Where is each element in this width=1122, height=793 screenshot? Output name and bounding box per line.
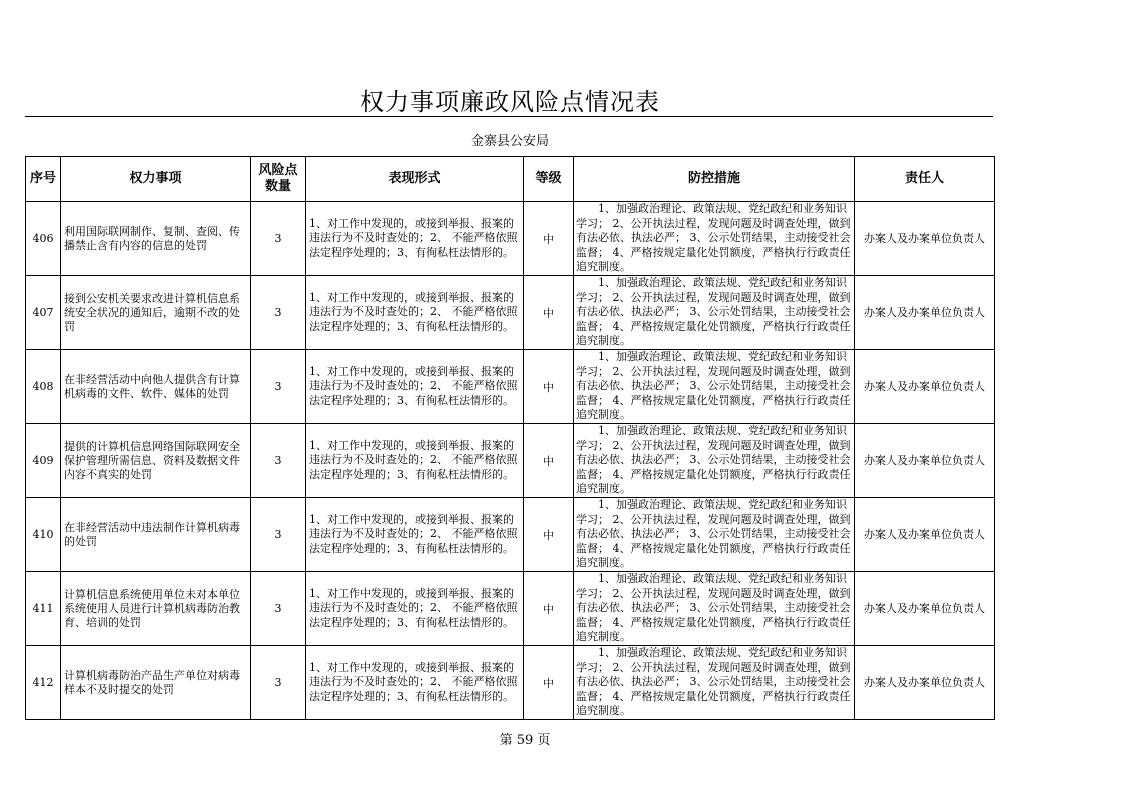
table-row xyxy=(26,202,995,276)
row-resp: 办案人及办案单位负责人 xyxy=(855,572,995,646)
row-resp: 办案人及办案单位负责人 xyxy=(855,498,995,572)
row-desc: 1、对工作中发现的，或接到举报、报案的违法行为不及时查处的；2、 不能严格依照法定程序处理的；3、有徇私枉法情形的。 xyxy=(306,424,524,498)
header-points: 风险点数量 xyxy=(251,157,306,202)
header-level: 等级 xyxy=(524,157,574,202)
header-resp: 责任人 xyxy=(855,157,995,202)
row-no: 409 xyxy=(26,424,61,498)
header-no: 序号 xyxy=(26,157,61,202)
table-header-row xyxy=(26,157,995,202)
row-level: 中 xyxy=(524,498,574,572)
title-rule xyxy=(25,116,993,117)
row-measure: 1、加强政治理论、政策法规、党纪政纪和业务知识学习； 2、公开执法过程，发现问题及时调查处理，做到有法必依、执法必严； 3、公示处罚结果，主动接受社会监督； 4、严格按规定量化处罚额度，严格执行行政责任追究制度。 xyxy=(574,350,855,424)
row-resp: 办案人及办案单位负责人 xyxy=(855,424,995,498)
row-level: 中 xyxy=(524,202,574,276)
table-row xyxy=(26,350,995,424)
row-no: 412 xyxy=(26,646,61,720)
row-points: 3 xyxy=(251,498,306,572)
row-desc: 1、对工作中发现的，或接到举报、报案的违法行为不及时查处的；2、 不能严格依照法定程序处理的；3、有徇私枉法情形的。 xyxy=(306,646,524,720)
row-points: 3 xyxy=(251,424,306,498)
row-resp: 办案人及办案单位负责人 xyxy=(855,276,995,350)
row-desc: 1、对工作中发现的，或接到举报、报案的违法行为不及时查处的；2、 不能严格依照法定程序处理的；3、有徇私枉法情形的。 xyxy=(306,498,524,572)
table-row xyxy=(26,498,995,572)
row-item: 计算机病毒防治产品生产单位对病毒样本不及时提交的处罚 xyxy=(61,646,251,720)
row-measure: 1、加强政治理论、政策法规、党纪政纪和业务知识学习； 2、公开执法过程，发现问题及时调查处理，做到有法必依、执法必严； 3、公示处罚结果，主动接受社会监督； 4、严格按规定量化处罚额度，严格执行行政责任追究制度。 xyxy=(574,498,855,572)
row-desc: 1、对工作中发现的，或接到举报、报案的违法行为不及时查处的；2、 不能严格依照法定程序处理的；3、有徇私枉法情形的。 xyxy=(306,350,524,424)
row-points: 3 xyxy=(251,572,306,646)
table-row xyxy=(26,646,995,720)
row-no: 408 xyxy=(26,350,61,424)
row-item: 在非经营活动中违法制作计算机病毒的处罚 xyxy=(61,498,251,572)
row-no: 410 xyxy=(26,498,61,572)
row-measure: 1、加强政治理论、政策法规、党纪政纪和业务知识学习； 2、公开执法过程，发现问题及时调查处理，做到有法必依、执法必严； 3、公示处罚结果，主动接受社会监督； 4、严格按规定量化处罚额度，严格执行行政责任追究制度。 xyxy=(574,572,855,646)
row-desc: 1、对工作中发现的，或接到举报、报案的违法行为不及时查处的；2、 不能严格依照法定程序处理的；3、有徇私枉法情形的。 xyxy=(306,276,524,350)
row-no: 406 xyxy=(26,202,61,276)
row-measure: 1、加强政治理论、政策法规、党纪政纪和业务知识学习； 2、公开执法过程，发现问题及时调查处理，做到有法必依、执法必严； 3、公示处罚结果，主动接受社会监督； 4、严格按规定量化处罚额度，严格执行行政责任追究制度。 xyxy=(574,202,855,276)
row-measure: 1、加强政治理论、政策法规、党纪政纪和业务知识学习； 2、公开执法过程，发现问题及时调查处理，做到有法必依、执法必严； 3、公示处罚结果，主动接受社会监督； 4、严格按规定量化处罚额度，严格执行行政责任追究制度。 xyxy=(574,276,855,350)
row-level: 中 xyxy=(524,350,574,424)
row-points: 3 xyxy=(251,350,306,424)
row-level: 中 xyxy=(524,276,574,350)
page-number: 第 59 页 xyxy=(499,733,551,748)
table-row xyxy=(26,572,995,646)
row-resp: 办案人及办案单位负责人 xyxy=(855,646,995,720)
row-item: 提供的计算机信息网络国际联网安全保护管理所需信息、资料及数据文件内容不真实的处罚 xyxy=(61,424,251,498)
header-desc: 表现形式 xyxy=(306,157,524,202)
row-points: 3 xyxy=(251,646,306,720)
row-no: 407 xyxy=(26,276,61,350)
header-measure: 防控措施 xyxy=(574,157,855,202)
row-points: 3 xyxy=(251,276,306,350)
header-item: 权力事项 xyxy=(61,157,251,202)
row-resp: 办案人及办案单位负责人 xyxy=(855,202,995,276)
row-item: 计算机信息系统使用单位未对本单位系统使用人员进行计算机病毒防治教育、培训的处罚 xyxy=(61,572,251,646)
row-measure: 1、加强政治理论、政策法规、党纪政纪和业务知识学习； 2、公开执法过程，发现问题及时调查处理，做到有法必依、执法必严； 3、公示处罚结果，主动接受社会监督； 4、严格按规定量化处罚额度，严格执行行政责任追究制度。 xyxy=(574,646,855,720)
row-item: 利用国际联网制作、复制、查阅、传播禁止含有内容的信息的处罚 xyxy=(61,202,251,276)
row-level: 中 xyxy=(524,424,574,498)
row-no: 411 xyxy=(26,572,61,646)
table-row xyxy=(26,276,995,350)
row-level: 中 xyxy=(524,646,574,720)
page-title: 权力事项廉政风险点情况表 xyxy=(360,88,660,116)
row-desc: 1、对工作中发现的，或接到举报、报案的违法行为不及时查处的；2、 不能严格依照法定程序处理的；3、有徇私枉法情形的。 xyxy=(306,202,524,276)
row-item: 接到公安机关要求改进计算机信息系统安全状况的通知后，逾期不改的处罚 xyxy=(61,276,251,350)
subtitle: 金寨县公安局 xyxy=(470,134,549,149)
row-item: 在非经营活动中向他人提供含有计算机病毒的文件、软件、媒体的处罚 xyxy=(61,350,251,424)
row-points: 3 xyxy=(251,202,306,276)
row-desc: 1、对工作中发现的，或接到举报、报案的违法行为不及时查处的；2、 不能严格依照法定程序处理的；3、有徇私枉法情形的。 xyxy=(306,572,524,646)
risk-table xyxy=(25,156,995,720)
table-row xyxy=(26,424,995,498)
row-resp: 办案人及办案单位负责人 xyxy=(855,350,995,424)
row-level: 中 xyxy=(524,572,574,646)
row-measure: 1、加强政治理论、政策法规、党纪政纪和业务知识学习； 2、公开执法过程，发现问题及时调查处理，做到有法必依、执法必严； 3、公示处罚结果，主动接受社会监督； 4、严格按规定量化处罚额度，严格执行行政责任追究制度。 xyxy=(574,424,855,498)
